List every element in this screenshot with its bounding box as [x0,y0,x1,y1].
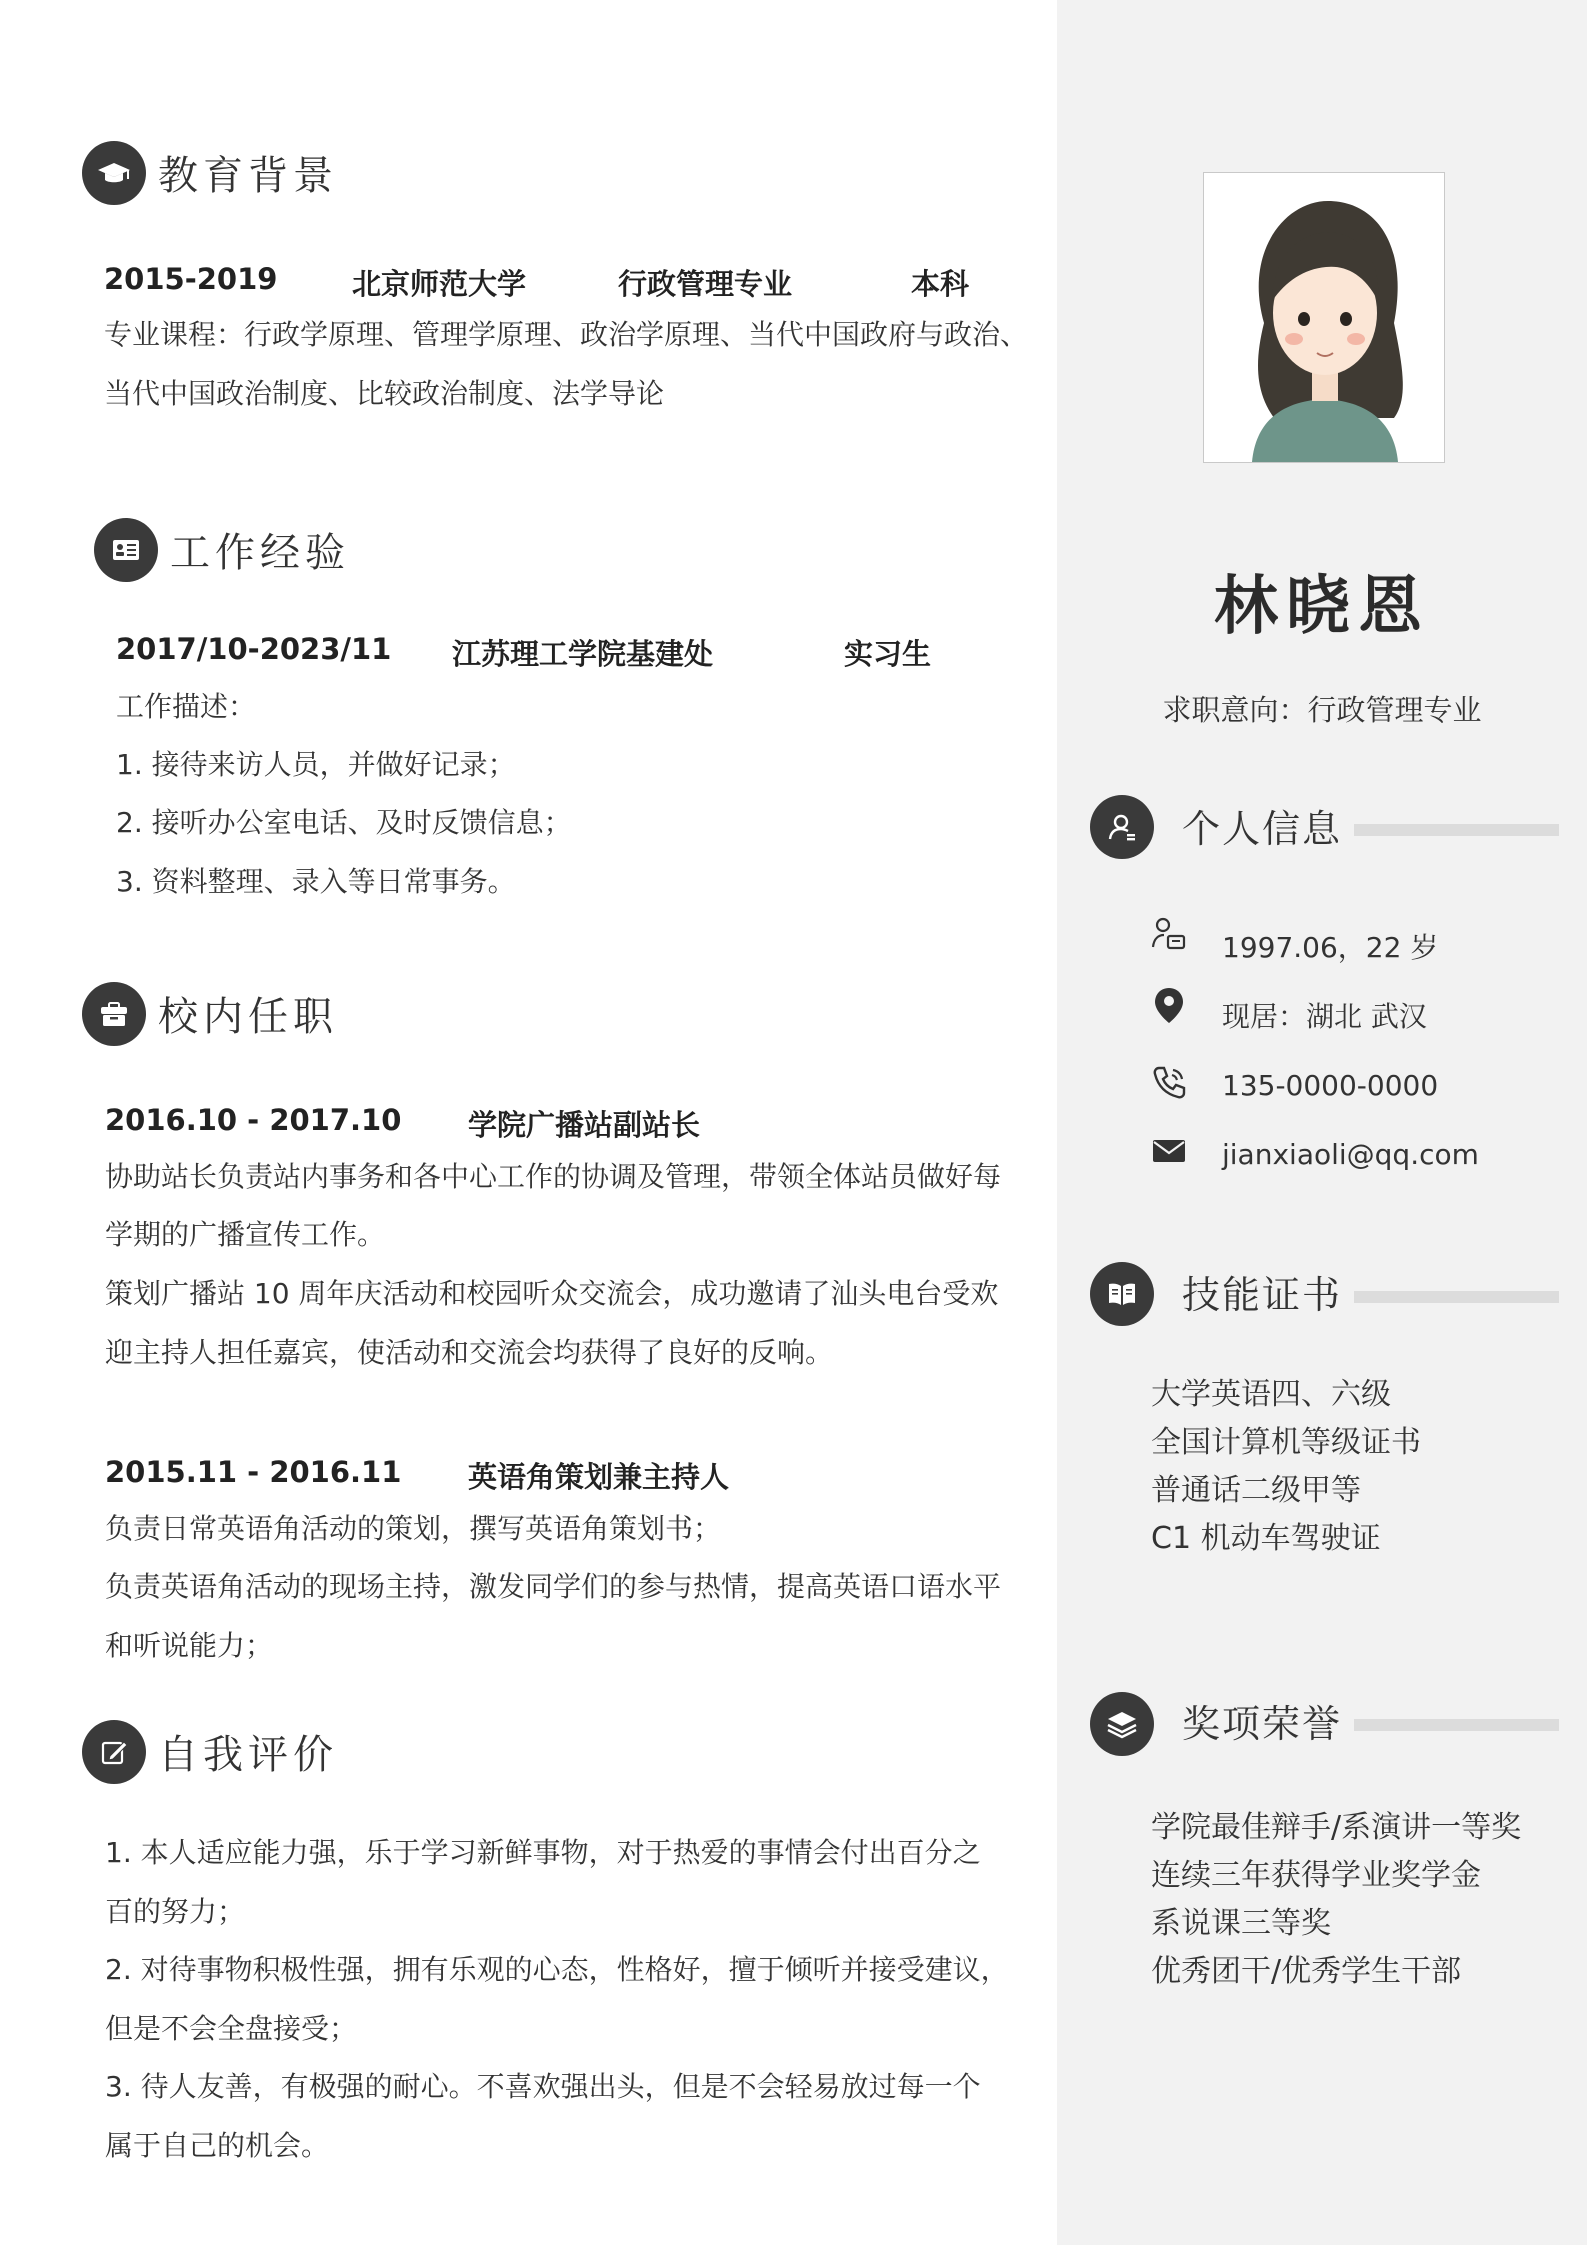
email-address: jianxiaoli@qq.com [1222,1138,1479,1171]
campus-period: 2015.11 - 2016.11 [105,1455,402,1489]
work-period: 2017/10-2023/11 [116,632,392,666]
id-card-icon [1149,914,1189,954]
section-divider-bar [1354,824,1559,836]
candidate-name: 林晓恩 [1214,570,1430,644]
residence-info: 现居：湖北 武汉 [1222,1000,1427,1033]
work-item: 2. 接听办公室电话、及时反馈信息； [116,806,572,839]
briefcase-icon [82,982,146,1046]
education-major: 行政管理专业 [618,267,793,301]
resume-card-icon [94,518,158,582]
personal-info-title: 个人信息 [1182,807,1343,851]
birth-info: 1997.06，22 岁 [1222,931,1439,964]
education-courses-line1: 专业课程：行政学原理、管理学原理、政治学原理、当代中国政府与政治、 [104,318,1029,351]
phone-number: 135-0000-0000 [1222,1069,1439,1102]
work-item: 3. 资料整理、录入等日常事务。 [116,865,516,898]
skill-item: 大学英语四、六级 [1151,1377,1391,1412]
education-title: 教育背景 [158,153,338,199]
job-objective: 求职意向：行政管理专业 [1162,693,1482,727]
skill-item: 普通话二级甲等 [1151,1473,1361,1508]
education-degree: 本科 [911,267,970,301]
section-divider-bar [1354,1719,1559,1731]
self-eval-line: 但是不会全盘接受； [105,2012,358,2045]
education-courses-line2: 当代中国政治制度、比较政治制度、法学导论 [104,377,665,410]
skills-title: 技能证书 [1182,1273,1343,1317]
edit-icon [82,1720,146,1784]
campus-line: 学期的广播宣传工作。 [105,1218,386,1251]
award-item: 学院最佳辩手/系演讲一等奖 [1151,1810,1522,1845]
graduation-cap-icon [82,141,146,205]
campus-line: 和听说能力； [105,1629,274,1662]
layers-icon [1090,1692,1154,1756]
campus-title: 校内任职 [158,994,338,1040]
user-icon [1090,795,1154,859]
phone-icon [1149,1063,1189,1103]
awards-title: 奖项荣誉 [1182,1702,1343,1746]
self-eval-line: 3. 待人友善，有极强的耐心。不喜欢强出头，但是不会轻易放过每一个 [105,2070,981,2103]
self-eval-line: 百的努力； [105,1895,246,1928]
campus-position: 英语角策划兼主持人 [468,1460,730,1494]
self-eval-line: 2. 对待事物积极性强，拥有乐观的心态，性格好，擅于倾听并接受建议， [105,1953,1009,1986]
work-company: 江苏理工学院基建处 [452,637,714,671]
section-divider-bar [1354,1291,1559,1303]
location-pin-icon [1149,985,1189,1025]
campus-line: 协助站长负责站内事务和各中心工作的协调及管理，带领全体站员做好每 [105,1160,1002,1193]
skill-item: C1 机动车驾驶证 [1151,1521,1381,1556]
mail-icon [1149,1131,1189,1171]
work-item: 1. 接待来访人员，并做好记录； [116,748,516,781]
award-item: 系说课三等奖 [1151,1906,1331,1941]
award-item: 优秀团干/优秀学生干部 [1151,1954,1462,1989]
self-eval-line: 1. 本人适应能力强，乐于学习新鲜事物，对于热爱的事情会付出百分之 [105,1836,981,1869]
self-eval-title: 自我评价 [158,1732,338,1778]
work-desc-label: 工作描述： [116,690,257,723]
skill-item: 全国计算机等级证书 [1151,1425,1421,1460]
skills-list [1151,1371,1421,1563]
avatar [1203,172,1445,463]
campus-line: 迎主持人担任嘉宾，使活动和交流会均获得了良好的反响。 [105,1336,834,1369]
self-eval-line: 属于自己的机会。 [105,2129,330,2162]
campus-line: 策划广播站 10 周年庆活动和校园听众交流会，成功邀请了汕头电台受欢 [105,1277,999,1310]
awards-list [1151,1804,1521,1996]
award-item: 连续三年获得学业奖学金 [1151,1858,1481,1893]
campus-line: 负责日常英语角活动的策划，撰写英语角策划书； [105,1512,722,1545]
work-title: 工作经验 [170,530,350,576]
campus-period: 2016.10 - 2017.10 [105,1103,402,1137]
work-role: 实习生 [844,637,932,671]
campus-position: 学院广播站副站长 [468,1108,701,1142]
campus-line: 负责英语角活动的现场主持，激发同学们的参与热情，提高英语口语水平 [105,1570,1002,1603]
book-icon [1090,1262,1154,1326]
education-school: 北京师范大学 [352,267,527,301]
education-years: 2015-2019 [104,262,278,296]
